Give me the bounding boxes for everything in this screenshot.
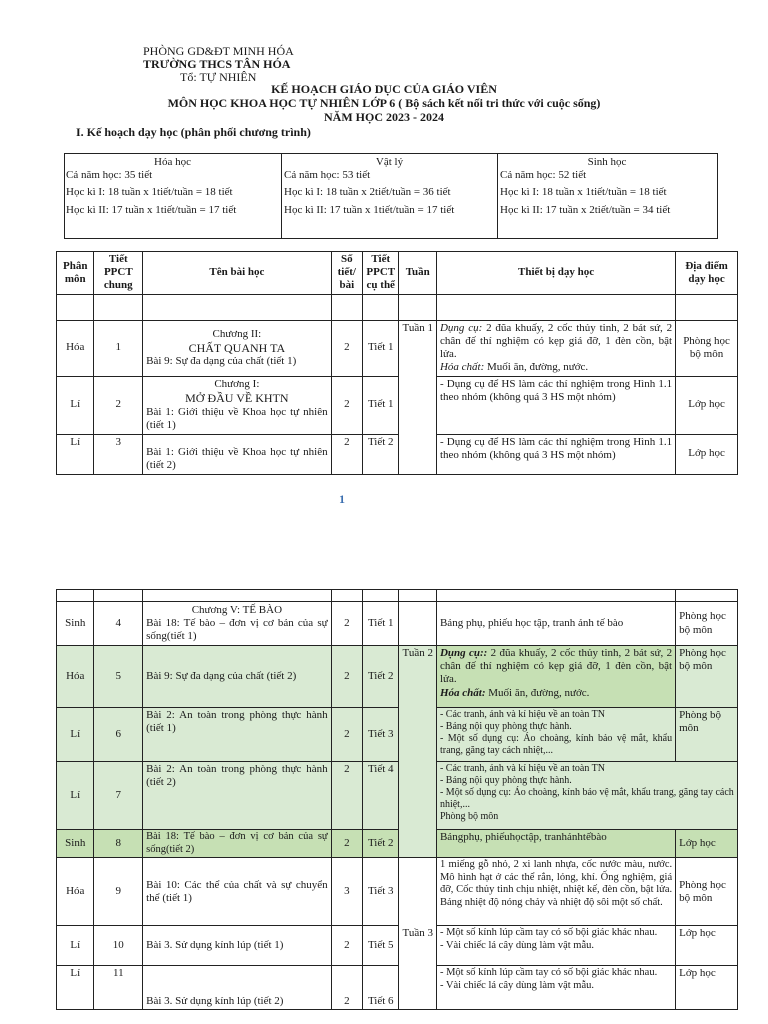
cell-period: 9 xyxy=(94,858,143,926)
chapter-title: CHẤT QUANH TA xyxy=(188,340,286,355)
cell-equipment xyxy=(436,646,675,708)
cell-count: 2 xyxy=(331,602,362,646)
department-name: PHÒNG GD&ĐT MINH HÓA xyxy=(143,44,294,58)
table-header-row xyxy=(57,252,738,295)
cell-subject: Lí xyxy=(57,926,94,966)
cell-count: 2 xyxy=(331,376,362,434)
cell-count: 2 xyxy=(331,966,362,1010)
cell-subject: Hóa xyxy=(57,646,94,708)
equipment-line: - Bảng nội quy phòng thực hành. xyxy=(439,721,572,732)
table-row xyxy=(57,376,738,434)
col-header: Số tiết/ bài xyxy=(331,252,362,295)
chapter-title: Chương V: TẾ BÀO xyxy=(191,603,283,616)
equipment-line: - Một số dụng cụ: Áo choàng, kính bảo vệ mắt, khẩu trang, găng tay cách nhiệt,... xyxy=(439,787,734,810)
plan-table-page2 xyxy=(56,589,738,1010)
summary-line: Học kì II: 17 tuần x 1tiết/tuần = 17 tiết xyxy=(66,203,237,216)
col-header: Tiết PPCT chung xyxy=(94,252,143,295)
group-name: Tổ: TỰ NHIÊN xyxy=(180,70,257,84)
summary-line: Học kì II: 17 tuần x 1tiết/tuần = 17 tiết xyxy=(284,203,455,216)
cell-equipment xyxy=(436,762,737,830)
cell-lesson: Bài 3. Sử dụng kính lúp (tiết 1) xyxy=(143,926,331,966)
summary-chemistry xyxy=(66,156,279,217)
cell-location: Phòng học bộ môn xyxy=(676,646,738,708)
cell-location: Lớp học xyxy=(676,926,738,966)
document-title: KẾ HOẠCH GIÁO DỤC CỦA GIÁO VIÊN xyxy=(271,82,497,96)
cell-week-empty xyxy=(399,602,436,646)
summary-line: Học kì I: 18 tuần x 1tiết/tuần = 18 tiết xyxy=(500,186,667,199)
cell-period-specific: Tiết 3 xyxy=(363,708,399,762)
cell-period: 6 xyxy=(94,708,143,762)
cell-count: 2 xyxy=(331,434,362,474)
cell-period: 7 xyxy=(94,762,143,830)
equipment-line: - Các tranh, ảnh và kí hiệu về an toàn TN xyxy=(439,763,606,774)
cell-period-specific: Tiết 2 xyxy=(363,434,399,474)
chemical-text: Muối ăn, đường, nước. xyxy=(485,686,590,699)
cell-lesson: Bài 2: An toàn trong phòng thực hành (tiết 1) xyxy=(143,708,331,762)
chemical-label: Hóa chất: xyxy=(439,361,485,374)
cell-location: Lớp học xyxy=(676,434,738,474)
summary-subject-name: Hóa học xyxy=(154,156,191,168)
cell-equipment: Bảngphụ, phiếuhọctập, tranhảnhtếbào xyxy=(436,830,675,858)
table-row xyxy=(57,708,738,762)
cell-equipment xyxy=(436,708,675,762)
table-row xyxy=(57,602,738,646)
cell-equipment: Bảng phụ, phiếu học tập, tranh ảnh tế bào xyxy=(436,602,675,646)
chemical-label: Hóa chất: xyxy=(439,686,486,699)
document-subtitle: MÔN HỌC KHOA HỌC TỰ NHIÊN LỚP 6 ( Bộ sách kết nối tri thức với cuộc sống) xyxy=(167,96,601,110)
cell-period: 1 xyxy=(94,320,143,376)
col-header: Tiết PPCT cụ thể xyxy=(363,252,399,295)
cell-equipment: - Dụng cụ để HS làm các thí nghiệm trong Hình 1.1 theo nhóm (không quá 3 HS một nhóm) xyxy=(436,434,675,474)
equipment-line: - Một số dụng cụ: Áo choàng, kính bảo vệ mắt, khẩu trang, găng tay cách nhiệt,... xyxy=(439,733,673,756)
cell-period-specific: Tiết 4 xyxy=(363,762,399,830)
cell-period: 2 xyxy=(94,376,143,434)
equipment-line: - Vài chiếc lá cây dùng làm vật mẫu. xyxy=(439,939,595,951)
cell-period-specific: Tiết 5 xyxy=(363,926,399,966)
cell-period-specific: Tiết 1 xyxy=(363,320,399,376)
table-row xyxy=(57,830,738,858)
chemical-text: Muối ăn, đường, nước. xyxy=(484,361,589,374)
cell-period-specific: Tiết 2 xyxy=(363,830,399,858)
summary-line: Cả năm học: 52 tiết xyxy=(500,169,587,182)
cell-subject: Hóa xyxy=(57,320,94,376)
cell-period: 11 xyxy=(94,966,143,1010)
table-row xyxy=(57,966,738,1010)
cell-week: Tuần 2 xyxy=(399,646,436,858)
col-header: Phân môn xyxy=(57,252,94,295)
cell-count: 2 xyxy=(331,320,362,376)
summary-subject-name: Sinh học xyxy=(587,156,627,168)
cell-location: Lớp học xyxy=(676,830,738,858)
cell-count: 2 xyxy=(331,762,362,830)
cell-lesson xyxy=(143,376,331,434)
equipment-text: 2 đũa khuấy, 2 cốc thủy tinh, 2 bát sứ, 2 chân đế thí nghiệm có kẹp giá đỡ, 1 đèn cồn, bật lửa. xyxy=(439,321,673,360)
summary-divider xyxy=(281,153,282,238)
cell-count: 2 xyxy=(331,708,362,762)
col-header: Địa điểm dạy học xyxy=(676,252,738,295)
cell-location: Lớp học xyxy=(676,376,738,434)
summary-line: Cả năm học: 35 tiết xyxy=(66,169,153,182)
cell-lesson xyxy=(143,320,331,376)
equipment-line: - Bảng nội quy phòng thực hành. xyxy=(439,775,572,786)
chapter-label: Chương I: xyxy=(214,378,260,391)
col-header: Tên bài học xyxy=(143,252,331,295)
summary-subject-name: Vật lý xyxy=(375,156,404,168)
summary-physics xyxy=(284,156,495,217)
cell-period: 10 xyxy=(94,926,143,966)
cell-equipment: 1 miếng gỗ nhỏ, 2 xi lanh nhựa, cốc nước màu, nước. Mô hình hạt ở các thể rắn, lỏng, khí. Ống nghiệm, giá đỡ, Cốc thủy tinh chịu nhiệt, nhiệt kế, đèn cồn, bật lửa. Bảng nhiệt độ nóng chảy và nhiệt độ sôi một số chất. xyxy=(436,858,675,926)
cell-equipment xyxy=(436,320,675,376)
table-row xyxy=(57,926,738,966)
cell-period-specific: Tiết 1 xyxy=(363,376,399,434)
lesson-title: Bài 18: Tế bào – đơn vị cơ bản của sự sống(tiết 1) xyxy=(146,616,328,643)
table-row xyxy=(57,590,738,602)
cell-period: 5 xyxy=(94,646,143,708)
cell-period: 8 xyxy=(94,830,143,858)
cell-subject: Sinh xyxy=(57,602,94,646)
equipment-line: - Vài chiếc lá cây dùng làm vật mẫu. xyxy=(439,979,595,991)
summary-line: Học kì I: 18 tuần x 2tiết/tuần = 36 tiết xyxy=(284,186,451,199)
cell-period-specific: Tiết 2 xyxy=(363,646,399,708)
equipment-text: 2 đũa khuấy, 2 cốc thủy tinh, 2 bát sứ, 2 chân đế thí nghiệm có kẹp giá đỡ, 1 đèn cồn, bật lửa. xyxy=(439,647,673,686)
cell-period-specific: Tiết 3 xyxy=(363,858,399,926)
lesson-title: Bài 1: Giới thiệu về Khoa học tự nhiên (tiết 1) xyxy=(146,405,328,431)
summary-line: Học kì I: 18 tuần x 1tiết/tuần = 18 tiết xyxy=(66,186,233,199)
table-row xyxy=(57,762,738,830)
section-heading: I. Kế hoạch dạy học (phân phối chương trình) xyxy=(76,125,311,139)
summary-biology xyxy=(500,156,714,217)
cell-lesson: Bài 18: Tế bào – đơn vị cơ bản của sự sống(tiết 2) xyxy=(143,830,331,858)
table-row xyxy=(57,320,738,376)
equipment-label: Dụng cụ:: xyxy=(439,647,488,659)
cell-count: 2 xyxy=(331,830,362,858)
summary-divider xyxy=(497,153,498,238)
equipment-line: Phòng bộ môn xyxy=(439,811,499,822)
equipment-line: - Các tranh, ảnh và kí hiệu về an toàn TN xyxy=(439,709,606,720)
col-header: Tuần xyxy=(399,252,436,295)
cell-lesson: Bài 3. Sử dụng kính lúp (tiết 2) xyxy=(143,966,331,1010)
cell-week: Tuần 1 xyxy=(399,320,436,474)
table-row xyxy=(57,858,738,926)
chapter-title: MỞ ĐẦU VỀ KHTN xyxy=(185,391,289,406)
cell-location: Phòng học bộ môn xyxy=(676,602,738,646)
chapter-label: Chương II: xyxy=(212,327,262,340)
cell-count: 2 xyxy=(331,926,362,966)
col-header: Thiết bị dạy học xyxy=(436,252,675,295)
cell-subject: Lí xyxy=(57,762,94,830)
cell-lesson: Bài 10: Các thể của chất và sự chuyển thể (tiết 1) xyxy=(143,858,331,926)
cell-subject: Lí xyxy=(57,966,94,1010)
cell-subject: Sinh xyxy=(57,830,94,858)
cell-lesson: Bài 2: An toàn trong phòng thực hành (tiết 2) xyxy=(143,762,331,830)
cell-equipment xyxy=(436,966,675,1010)
cell-subject: Lí xyxy=(57,376,94,434)
cell-lesson: Bài 1: Giới thiệu về Khoa học tự nhiên (tiết 2) xyxy=(143,434,331,474)
cell-subject: Lí xyxy=(57,434,94,474)
table-row xyxy=(57,434,738,474)
cell-subject: Lí xyxy=(57,708,94,762)
lesson-title: Bài 9: Sự đa dạng của chất (tiết 1) xyxy=(146,355,297,368)
school-name: TRƯỜNG THCS TÂN HÓA xyxy=(143,57,291,71)
cell-period: 4 xyxy=(94,602,143,646)
equipment-line: - Một số kính lúp cầm tay có số bội giác khác nhau. xyxy=(439,967,658,979)
equipment-line: - Một số kính lúp cầm tay có số bội giác khác nhau. xyxy=(439,927,658,939)
plan-table-page1 xyxy=(56,251,738,475)
cell-subject: Hóa xyxy=(57,858,94,926)
cell-lesson: Bài 9: Sự đa dạng của chất (tiết 2) xyxy=(143,646,331,708)
cell-location: Phòng học bộ môn xyxy=(676,320,738,376)
cell-week: Tuần 3 xyxy=(399,858,436,1010)
cell-count: 3 xyxy=(331,858,362,926)
cell-count: 2 xyxy=(331,646,362,708)
table-row xyxy=(57,646,738,708)
cell-location: Phòng bộ môn xyxy=(676,708,738,762)
cell-period-specific: Tiết 6 xyxy=(363,966,399,1010)
cell-period: 3 xyxy=(94,434,143,474)
cell-location: Lớp học xyxy=(676,966,738,1010)
cell-equipment: - Dụng cụ để HS làm các thí nghiệm trong Hình 1.1 theo nhóm (không quá 3 HS một nhóm) xyxy=(436,376,675,434)
summary-line: Học kì II: 17 tuần x 2tiết/tuần = 34 tiết xyxy=(500,203,671,216)
equipment-label: Dụng cụ: xyxy=(439,321,483,334)
page-number: 1 xyxy=(339,492,345,506)
cell-period-specific: Tiết 1 xyxy=(363,602,399,646)
summary-line: Cả năm học: 53 tiết xyxy=(284,169,371,182)
cell-location: Phòng học bộ môn xyxy=(676,858,738,926)
cell-lesson xyxy=(143,602,331,646)
table-row xyxy=(57,294,738,320)
cell-equipment xyxy=(436,926,675,966)
school-year: NĂM HỌC 2023 - 2024 xyxy=(324,110,444,124)
